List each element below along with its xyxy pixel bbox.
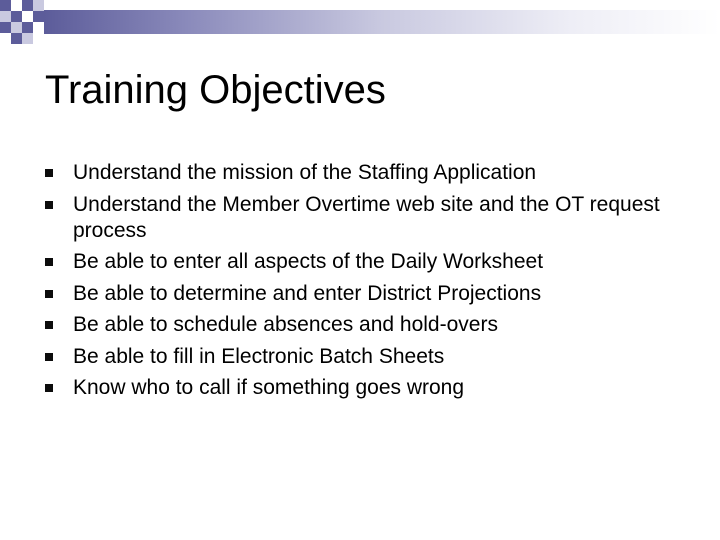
bullet-text: Be able to fill in Electronic Batch Sheets	[73, 344, 445, 368]
bullet-text: Be able to enter all aspects of the Daily Worksheet	[73, 250, 544, 273]
decor-square	[22, 33, 33, 44]
decor-square	[0, 22, 11, 33]
decor-square	[11, 11, 22, 22]
list-item	[0, 312, 720, 338]
square-bullet-icon	[45, 290, 53, 298]
list-item	[0, 160, 720, 186]
slide-title: Training Objectives	[45, 68, 386, 112]
gradient-bar	[44, 10, 720, 34]
decor-square	[22, 11, 33, 22]
square-bullet-icon	[45, 353, 53, 361]
decor-square	[11, 33, 22, 44]
decor-square	[11, 0, 22, 11]
decor-square	[22, 0, 33, 11]
square-bullet-icon	[45, 169, 53, 177]
list-item	[0, 281, 720, 307]
bullet-text: Know who to call if something goes wrong	[73, 376, 465, 399]
decor-square	[33, 22, 44, 33]
list-item	[0, 344, 720, 370]
bullet-text: Be able to schedule absences and hold-overs	[73, 313, 498, 336]
decor-square	[33, 0, 44, 11]
decor-square	[0, 11, 11, 22]
bullet-text: Understand the mission of the Staffing Application	[73, 161, 537, 184]
decor-square	[11, 22, 22, 33]
square-bullet-icon	[45, 201, 53, 209]
square-bullet-icon	[45, 321, 53, 329]
decor-square	[0, 0, 11, 11]
header-decoration	[0, 0, 720, 44]
bullet-text: Be able to determine and enter District Projections	[73, 281, 542, 305]
square-bullet-icon	[45, 384, 53, 392]
decor-square	[33, 11, 44, 22]
bullet-text: Understand the Member Overtime web site and the OT request process	[73, 192, 660, 242]
square-bullet-icon	[45, 258, 53, 266]
list-item	[0, 192, 720, 244]
list-item	[0, 249, 720, 275]
decor-square	[22, 22, 33, 33]
objectives-list	[0, 160, 720, 407]
list-item	[0, 375, 720, 401]
